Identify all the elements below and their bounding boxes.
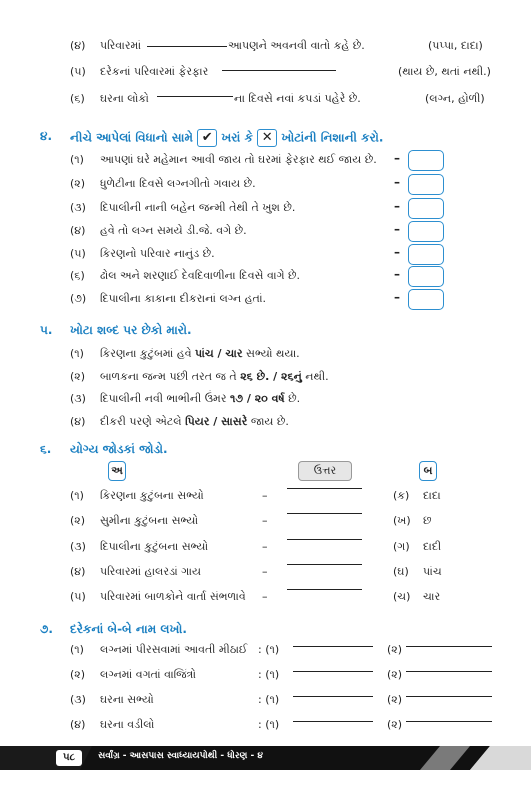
item-text: કિરણના કુટુંબના સભ્યો [100,489,204,502]
answer-blank[interactable] [406,721,492,722]
item-text: આપણાં ઘરે મહેમાન આવી જાય તો ઘરમાં ફેરફાર થઈ જાય છે. [100,153,377,166]
dash: – [262,590,268,603]
item-number: (૫) [70,247,86,260]
column-b-header: બ [419,461,437,481]
item-text: છે. [284,392,301,405]
item-number: (૫) [70,590,86,603]
item-number: (૩) [70,540,86,553]
dash: – [394,290,400,304]
section-number: ૪. [40,129,52,143]
true-false-item [0,289,531,309]
item-sentence [100,412,289,432]
true-false-item [0,174,531,194]
answer-blank[interactable] [147,46,227,47]
option-label: (ચ) [393,590,411,603]
strike-item [0,412,531,432]
match-item [0,537,531,557]
answer-blank[interactable] [293,721,373,722]
item-number: (૧) [70,489,84,502]
answer-label-2: (૨) [387,693,403,706]
page-footer [0,746,531,770]
answer-blank[interactable] [287,539,362,540]
choice-words[interactable]: પિયર / સાસરે [185,415,248,428]
item-text: ઘરના સભ્યો [100,693,154,706]
list-item [0,665,531,685]
option-label: (ખ) [393,514,411,527]
answer-box[interactable] [408,198,444,219]
section-title-part: ખોટાંની નિશાની કરો. [281,130,384,145]
item-text: દિપાલીના કાકાના દીકરાનાં લગ્ન હતાં. [100,292,267,305]
true-false-item [0,266,531,286]
fill-item [0,62,531,82]
item-sentence [100,344,300,364]
item-number: (૫) [70,65,86,78]
item-text-pre: પરિવારમાં [100,39,142,52]
item-number: (૨) [70,514,86,527]
answer-label-1: : (૧) [258,643,280,656]
item-text: કિરણના કુટુંબમાં હવે [100,347,196,360]
hint-text: (થાય છે, થતાં નથી.) [398,65,491,78]
item-text: બાળકના જન્મ પછી તરત જ તે [100,370,241,383]
option-text: ચાર [423,590,441,603]
item-text: જાય છે. [247,415,289,428]
answer-box[interactable] [408,244,444,265]
fill-item [0,89,531,109]
item-number: (૪) [70,224,86,237]
answer-blank[interactable] [287,513,362,514]
item-text: હવે તો લગ્ન સમયે ડી.જે. વગે છે. [100,224,247,237]
item-number: (૧) [70,643,84,656]
answer-blank[interactable] [287,564,362,565]
answer-blank[interactable] [287,589,362,590]
item-sentence [100,367,329,387]
choice-words[interactable]: પાંચ / ચાર [195,347,243,360]
section-title [70,129,383,147]
item-text-post: ના દિવસે નવાં કપડાં પહેરે છે. [234,92,361,105]
dash: – [394,245,400,259]
answer-blank[interactable] [406,646,492,647]
item-number: (૨) [70,177,86,190]
dash: – [394,199,400,213]
answer-box[interactable] [408,150,444,171]
option-label: (ગ) [393,540,410,553]
item-number: (૩) [70,201,86,214]
answer-column-header: ઉત્તર [298,461,352,481]
answer-blank[interactable] [293,696,373,697]
item-number: (૩) [70,693,86,706]
item-number: (૨) [70,370,86,383]
fill-item [0,36,531,56]
true-false-item [0,150,531,170]
strike-item [0,344,531,364]
item-text: ધુળેટીના દિવસે લગ્નગીતો ગવાય છે. [100,177,256,190]
section-title-part: ખરાં કે [221,130,254,145]
item-number: (૬) [70,92,85,105]
choice-words[interactable]: ૧૭ / ૨૦ વર્ષ [230,392,285,405]
item-number: (૨) [70,668,86,681]
option-text: પાંચ [423,565,442,578]
item-number: (૧) [70,347,84,360]
section-number: ૬. [40,442,52,456]
dash: – [394,267,400,281]
answer-label-1: : (૧) [258,668,280,681]
item-text: પરિવારમાં બાળકોને વાર્તા સંભળાવે [100,590,246,603]
cross-icon: ✕ [257,129,277,147]
option-text: દાદી [423,540,442,553]
item-number: (૩) [70,392,86,405]
answer-blank[interactable] [157,96,233,97]
dash: – [262,540,268,553]
item-text: દિપાલીની નવી ભાભીની ઉંમર [100,392,231,405]
item-number: (૪) [70,718,86,731]
answer-blank[interactable] [293,646,373,647]
answer-box[interactable] [408,266,444,287]
section-title: યોગ્ય જોડકાં જોડો. [70,442,168,456]
section-number: ૫. [40,323,53,337]
choice-words[interactable]: ૨૬ છે. / ૨૬નું [240,370,302,383]
item-text-pre: ઘરના લોકો [100,92,149,105]
true-false-item [0,198,531,218]
hint-text: (લગ્ન, હોળી) [425,92,485,105]
dash: – [262,514,268,527]
item-text: દિપાલીની નાની બહેન જન્મી તેથી તે ખુશ છે. [100,201,296,214]
dash: – [262,489,268,502]
item-text-pre: દરેકનાં પરિવારમાં ફેરફાર [100,65,209,78]
true-false-item [0,221,531,241]
item-text: દિપાલીના કુટુંબના સભ્યો [100,540,209,553]
answer-label-2: (૨) [387,718,403,731]
list-item [0,690,531,710]
answer-label-2: (૨) [387,668,403,681]
item-number: (૪) [70,39,86,52]
answer-blank[interactable] [406,696,492,697]
footer-title: સર્વાંગ્ર - આસપાસ સ્વાધ્યાયપોથી - ધોરણ - ૪ [98,751,263,761]
answer-box[interactable] [408,289,444,310]
answer-blank[interactable] [287,488,362,489]
match-item [0,486,531,506]
true-false-item [0,244,531,264]
answer-label-1: : (૧) [258,693,280,706]
strike-item [0,367,531,387]
dash: – [394,175,400,189]
option-text: છ [423,514,432,527]
option-label: (ક) [393,489,410,502]
answer-label-2: (૨) [387,643,403,656]
dash: – [394,151,400,165]
answer-label-1: : (૧) [258,718,280,731]
section-title: દરેકનાં બે-બે નામ લખો. [70,622,187,636]
strike-item [0,389,531,409]
answer-blank[interactable] [222,70,336,71]
item-text: પરિવારમાં હાલરડાં ગાય [100,565,201,578]
section-title-part: નીચે આપેલાં વિધાનો સામે [70,130,193,145]
item-number: (૭) [70,292,87,305]
answer-box[interactable] [408,174,444,195]
answer-blank[interactable] [406,671,492,672]
item-text: નથી. [301,370,329,383]
page-number: ૫૮ [56,750,82,766]
dash: – [262,565,268,578]
section-number: ૭. [40,622,53,636]
item-text: ઘરના વડીલો [100,718,155,731]
item-text: લગ્નમાં પીરસવામાં આવતી મીઠાઈ [100,643,248,656]
answer-box[interactable] [408,221,444,242]
item-text-post: આપણને અવનવી વાતો કહે છે. [228,39,365,52]
hint-text: (પપ્પા, દાદા) [428,39,483,52]
item-number: (૪) [70,565,86,578]
item-number: (૧) [70,153,84,166]
item-text: સુમીના કુટુંબના સભ્યો [100,514,199,527]
tick-icon: ✔ [197,129,217,147]
answer-blank[interactable] [293,671,373,672]
item-text: સભ્યો થયા. [242,347,300,360]
item-text: લગ્નમાં વગતાં વાજિંત્રો [100,668,197,681]
item-number: (૪) [70,415,86,428]
option-label: (ઘ) [393,565,409,578]
option-text: દાદા [423,489,441,502]
match-item [0,511,531,531]
item-text: ઢોલ અને શરણાઈ દેવદિવાળીના દિવસે વાગે છે. [100,269,301,282]
dash: – [394,222,400,236]
match-item [0,562,531,582]
item-sentence [100,389,300,409]
section-title: ખોટા શબ્દ પર છેકો મારો. [70,323,192,337]
item-text: કિરણનો પરિવાર નાનુંડ છે. [100,247,215,260]
list-item [0,715,531,735]
column-a-header: અ [108,461,126,481]
item-number: (૬) [70,269,85,282]
list-item [0,640,531,660]
match-item [0,587,531,607]
item-text: દીકરી પરણે એટલે [100,415,186,428]
